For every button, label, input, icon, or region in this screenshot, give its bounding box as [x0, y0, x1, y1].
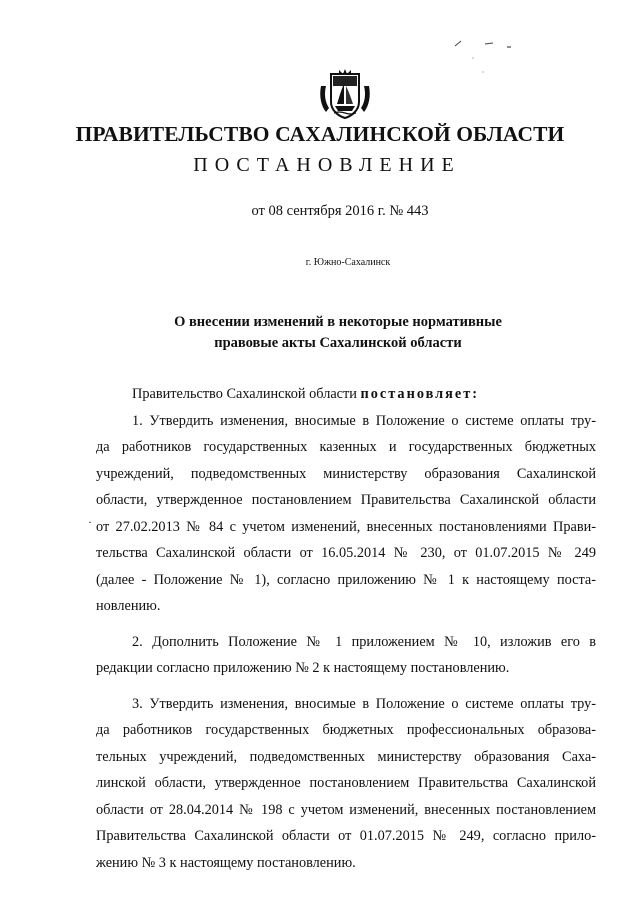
paragraph-line: новлению. — [96, 598, 161, 614]
paragraph-line: области от 28.04.2014 № 198 с учетом изменений, внесенных постановлением — [96, 801, 596, 818]
paragraph-line: да работников государственных бюджетных профессиональных образова- — [96, 722, 596, 738]
paragraph-line: учреждений, подведомственных министерству образования Сахалинской — [96, 465, 596, 482]
preamble-decree-word: постановляет: — [360, 386, 480, 402]
paragraph-line: области, утвержденное постановлением Правительства Сахалинской области — [96, 492, 596, 508]
paragraph-1 — [96, 408, 596, 620]
document-body — [96, 381, 596, 876]
sakhalin-coat-of-arms-emblem-icon — [317, 66, 373, 122]
paragraph-3 — [96, 691, 596, 877]
document-date-number: от 08 сентября 2016 г. № 443 — [251, 203, 429, 219]
paragraph-line: линской области, утвержденное постановлением Правительства Сахалинской — [96, 775, 596, 791]
document-type: ПОСТАНОВЛЕНИЕ — [193, 154, 461, 176]
preamble-text: Правительство Сахалинской области — [132, 386, 361, 402]
paragraph-line: 1. Утвердить изменения, вносимые в Положение о системе оплаты тру- — [132, 412, 596, 429]
paragraph-line: да работников государственных казенных и государственных бюджетных — [96, 439, 596, 455]
paragraph-line: 2. Дополнить Положение № 1 приложением № 10, изложив его в — [132, 633, 596, 650]
paragraph-line: Правительства Сахалинской области от 01.07.2015 № 249, согласно прило- — [96, 828, 596, 844]
paragraph-line: тельства Сахалинской области от 16.05.2014 № 230, от 01.07.2015 № 249 — [96, 545, 596, 561]
subject-line: правовые акты Сахалинской области — [214, 335, 462, 351]
government-title: ПРАВИТЕЛЬСТВО САХАЛИНСКОЙ ОБЛАСТИ — [75, 122, 565, 146]
document-city: г. Южно-Сахалинск — [305, 257, 391, 268]
paragraph-line: жению № 3 к настоящему постановлению. — [96, 854, 356, 871]
scan-artifact-dot: · — [88, 515, 92, 529]
paragraph-2 — [96, 629, 596, 682]
paragraph-line: редакции согласно приложению № 2 к настоящему постановлению. — [96, 660, 510, 676]
paragraph-line: от 27.02.2013 № 84 с учетом изменений, внесенных постановлениями Прави- — [96, 518, 596, 535]
document-subject — [0, 312, 640, 354]
paragraph-line: (далее - Положение № 1), согласно приложению № 1 к настоящему поста- — [96, 571, 596, 588]
subject-line: О внесении изменений в некоторые нормативные — [174, 314, 502, 330]
preamble — [96, 381, 596, 408]
paragraph-line: тельных учреждений, подведомственных министерству образования Саха- — [96, 748, 596, 765]
scan-artifact-marks — [455, 38, 525, 88]
paragraph-line: 3. Утвердить изменения, вносимые в Положение о системе оплаты тру- — [132, 695, 596, 712]
